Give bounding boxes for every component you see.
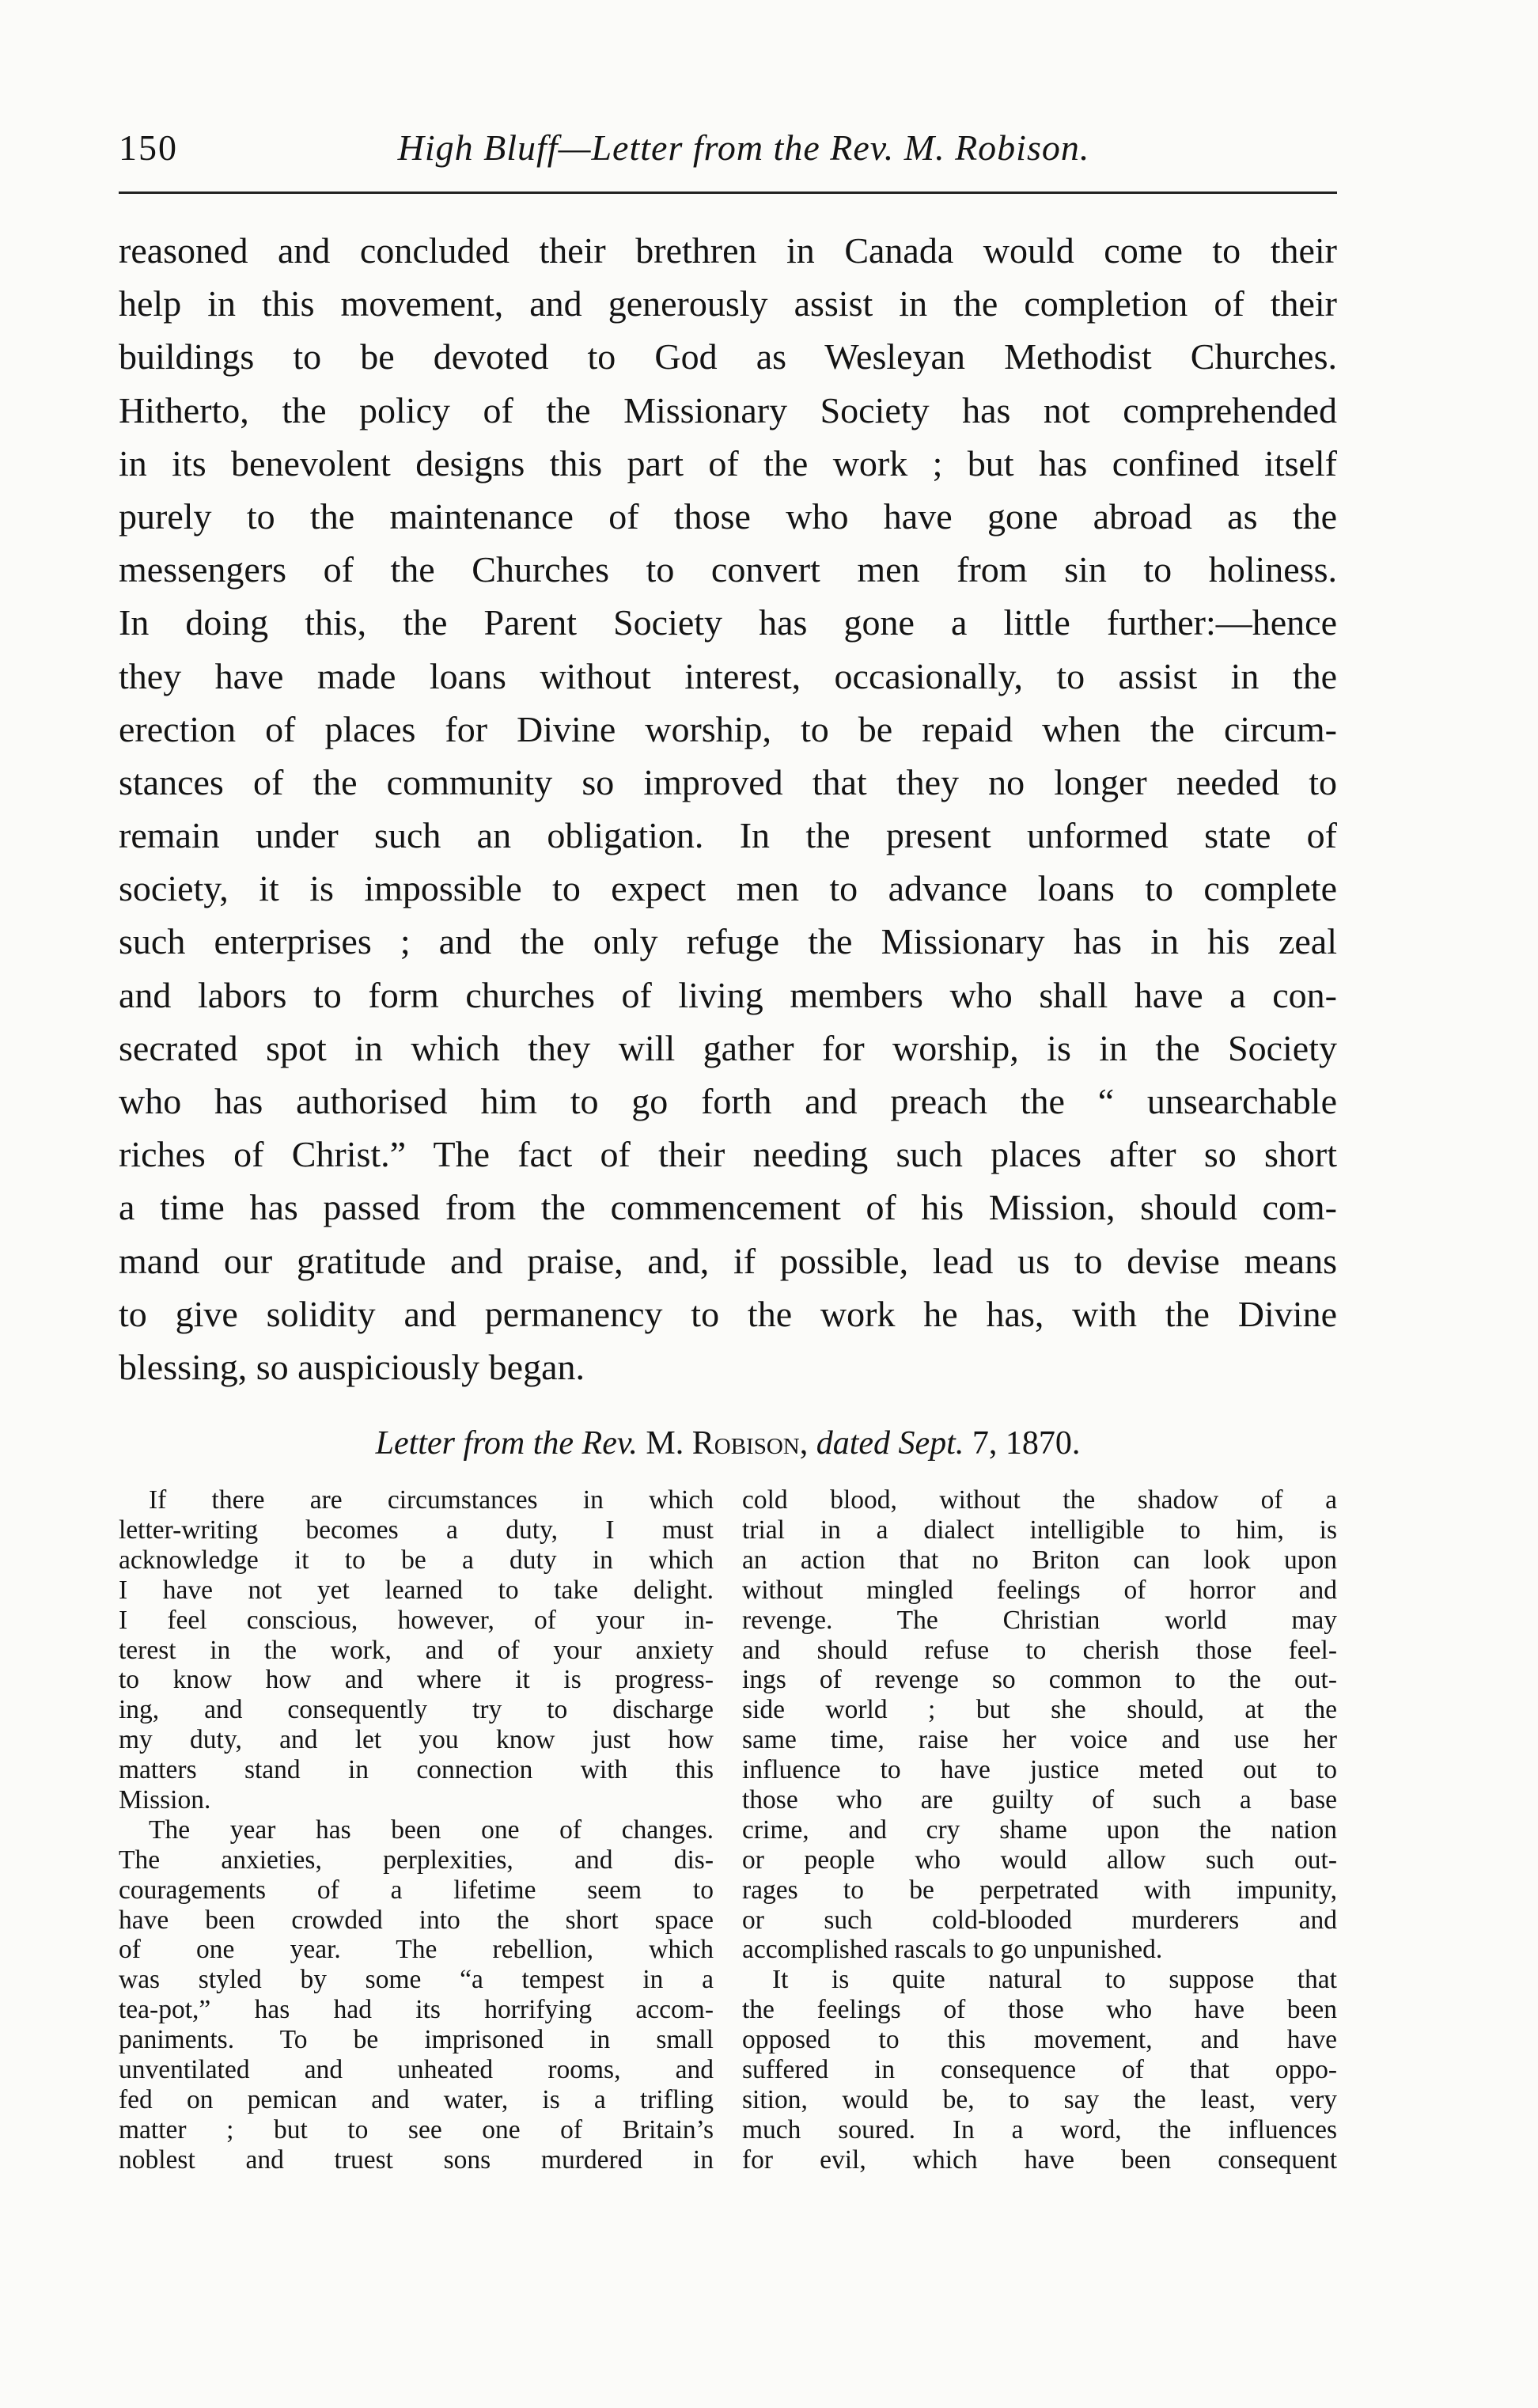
running-title: High Bluff—Letter from the Rev. M. Robison.: [397, 127, 1090, 168]
text-line: The year has been one of changes.: [149, 1815, 714, 1845]
text-line: cold blood, without the shadow of a: [742, 1485, 1337, 1515]
text-line: fed on pemican and water, is a trifling: [119, 2084, 714, 2114]
text-line: paniments. To be imprisoned in small: [119, 2025, 714, 2055]
book-page: [119, 127, 1337, 2175]
text-line: Hitherto, the policy of the Missionary Society has not comprehended: [119, 389, 1337, 430]
text-line: crime, and cry shame upon the nation: [742, 1815, 1337, 1845]
text-line: society, it is impossible to expect men to advance loans to complete: [119, 868, 1337, 909]
text-line: an action that no Briton can look upon: [742, 1545, 1337, 1575]
text-line: It is quite natural to suppose that: [772, 1965, 1337, 1995]
text-line: to give solidity and permanency to the work he has, with the Divine: [119, 1293, 1337, 1334]
text-line: and labors to form churches of living members who shall have a con-: [119, 974, 1337, 1015]
text-line: or such cold-blooded murderers and: [742, 1905, 1337, 1935]
text-line: letter-writing becomes a duty, I must: [119, 1515, 714, 1545]
text-line: side world ; but she should, at the: [742, 1695, 1337, 1725]
text-line: stances of the community so improved that they no longer needed to: [119, 761, 1337, 802]
text-line: I feel conscious, however, of your in-: [119, 1605, 714, 1635]
text-line: secrated spot in which they will gather for worship, is in the Society: [119, 1027, 1337, 1068]
letter-heading-text: ,: [799, 1425, 816, 1462]
text-line: unventilated and unheated rooms, and: [119, 2055, 714, 2085]
text-line: for evil, which have been consequent: [742, 2144, 1337, 2175]
text-line: help in this movement, and generously assist in the completion of their: [119, 283, 1337, 324]
text-line: reasoned and concluded their brethren in Canada would come to their: [119, 230, 1337, 271]
text-line: remain under such an obligation. In the present unformed state of: [119, 815, 1337, 856]
text-line: opposed to this movement, and have: [742, 2025, 1337, 2055]
text-line: riches of Christ.” The fact of their needing such places after so short: [119, 1134, 1337, 1175]
text-line: tea-pot,” has had its horrifying accom-: [119, 1995, 714, 2025]
text-line: messengers of the Churches to convert men from sin to holiness.: [119, 549, 1337, 590]
header-rule: [119, 192, 1337, 194]
letter-heading-text: M.: [637, 1425, 692, 1462]
text-line: The anxieties, perplexities, and dis-: [119, 1845, 714, 1875]
text-line: I have not yet learned to take delight.: [119, 1575, 714, 1605]
text-line: or people who would allow such out-: [742, 1845, 1337, 1875]
left-column: [119, 1485, 714, 2175]
text-line: rages to be perpetrated with impunity,: [742, 1875, 1337, 1905]
text-line: matter ; but to see one of Britain’s: [119, 2114, 714, 2144]
text-line: same time, raise her voice and use her: [742, 1725, 1337, 1755]
text-line: accomplished rascals to go unpunished.: [742, 1935, 1163, 1965]
right-column: [742, 1485, 1337, 2175]
text-line: in its benevolent designs this part of the work ; but has confined itself: [119, 442, 1337, 483]
text-line: ings of revenge so common to the out-: [742, 1665, 1337, 1695]
text-line: they have made loans without interest, occasionally, to assist in the: [119, 655, 1337, 696]
text-line: erection of places for Divine worship, to be repaid when the circum-: [119, 708, 1337, 749]
text-line: acknowledge it to be a duty in which: [119, 1545, 714, 1575]
text-line: was styled by some “a tempest in a: [119, 1965, 714, 1995]
text-line: and should refuse to cherish those feel-: [742, 1635, 1337, 1665]
text-line: without mingled feelings of horror and: [742, 1575, 1337, 1605]
text-line: suffered in consequence of that oppo-: [742, 2055, 1337, 2085]
letter-heading-date: 7, 1870.: [964, 1425, 1081, 1462]
text-line: Mission.: [119, 1785, 211, 1815]
text-line: my duty, and let you know just how: [119, 1725, 714, 1755]
text-line: In doing this, the Parent Society has gone a little further:—hence: [119, 602, 1337, 643]
text-line: buildings to be devoted to God as Wesleyan Methodist Churches.: [119, 336, 1337, 377]
text-line: sition, would be, to say the least, very: [742, 2084, 1337, 2114]
text-line: matters stand in connection with this: [119, 1755, 714, 1785]
text-line: such enterprises ; and the only refuge the Missionary has in his zeal: [119, 921, 1337, 962]
running-head: [119, 127, 1337, 174]
text-line: terest in the work, and of your anxiety: [119, 1635, 714, 1665]
text-line: blessing, so auspiciously began.: [119, 1346, 585, 1387]
text-line: to know how and where it is progress-: [119, 1665, 714, 1695]
main-paragraph: [119, 224, 1337, 1394]
text-line: purely to the maintenance of those who have gone abroad as the: [119, 495, 1337, 537]
letter-heading-text: Letter from the Rev.: [375, 1425, 638, 1462]
text-line: trial in a dialect intelligible to him, is: [742, 1515, 1337, 1545]
page-number: 150: [119, 127, 178, 168]
text-line: noblest and truest sons murdered in: [119, 2144, 714, 2175]
text-line: have been crowded into the short space: [119, 1905, 714, 1935]
text-line: influence to have justice meted out to: [742, 1755, 1337, 1785]
letter-heading-author: Robison: [691, 1425, 800, 1462]
text-line: ing, and consequently try to discharge: [119, 1695, 714, 1725]
letter-heading-text: dated Sept.: [816, 1425, 964, 1462]
text-line: those who are guilty of such a base: [742, 1785, 1337, 1815]
text-line: of one year. The rebellion, which: [119, 1935, 714, 1965]
letter-columns: [119, 1485, 1337, 2175]
text-line: If there are circumstances in which: [149, 1485, 714, 1515]
text-line: mand our gratitude and praise, and, if possible, lead us to devise means: [119, 1240, 1337, 1281]
text-line: much soured. In a word, the influences: [742, 2114, 1337, 2144]
letter-heading: [119, 1422, 1337, 1465]
text-line: a time has passed from the commencement of his Mission, should com-: [119, 1187, 1337, 1228]
text-line: the feelings of those who have been: [742, 1995, 1337, 2025]
text-line: revenge. The Christian world may: [742, 1605, 1337, 1635]
text-line: couragements of a lifetime seem to: [119, 1875, 714, 1905]
text-line: who has authorised him to go forth and preach the “ unsearchable: [119, 1081, 1337, 1121]
